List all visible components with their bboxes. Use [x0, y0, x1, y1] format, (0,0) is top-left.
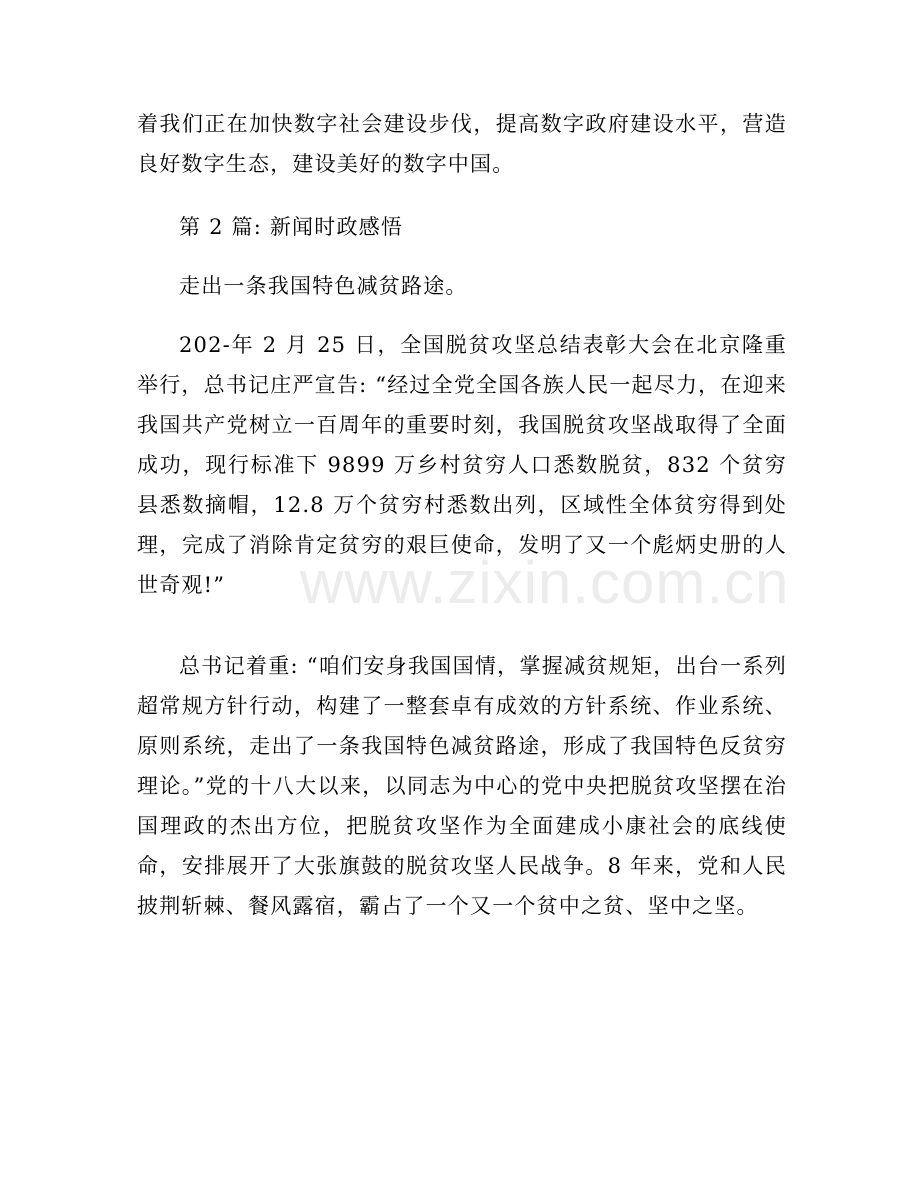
section-heading: 第 2 篇: 新闻时政感悟: [179, 215, 404, 239]
paragraph-continuation: 着我们正在加快数字社会建设步伐，提高数字政府建设水平，营造良好数字生态，建设美好的数字中国。: [137, 112, 787, 176]
section-subtitle: 走出一条我国特色减贫路途。: [179, 274, 468, 298]
paragraph-emphasis: 总书记着重: “咱们安身我国国情，掌握减贫规矩，出台一系列超常规方针行动，构建了一整套卓有成效的方针系统、作业系统、原则系统，走出了一条我国特色减贫路途，形成了我国特色反贫穷理论。”党的十八大以来，以同志为中心的党中央把脱贫攻坚摆在治国理政的杰出方位，把脱贫攻坚作为全面建成小康社会的底线使命，安排展开了大张旗鼓的脱贫攻坚人民战争。8 年来，党和人民披荆斩棘、餐风露宿，霸占了一个又一个贫中之贫、坚中之坚。: [137, 654, 787, 918]
paragraph-announcement: 202-年 2 月 25 日，全国脱贫攻坚总结表彰大会在北京隆重举行，总书记庄严宣告: “经过全党全国各族人民一起尽力，在迎来我国共产党树立一百周年的重要时刻，我国脱贫攻坚战取得了全面成功，现行标准下 9899 万乡村贫穷人口悉数脱贫，832 个贫穷县悉数摘帽，12.8 万个贫穷村悉数出列，区域性全体贫穷得到处理，完成了消除肯定贫穷的艰巨使命，发明了又一个彪炳史册的人世奇观!”: [137, 333, 787, 597]
watermark: www.zixin.com.cn: [300, 549, 790, 616]
